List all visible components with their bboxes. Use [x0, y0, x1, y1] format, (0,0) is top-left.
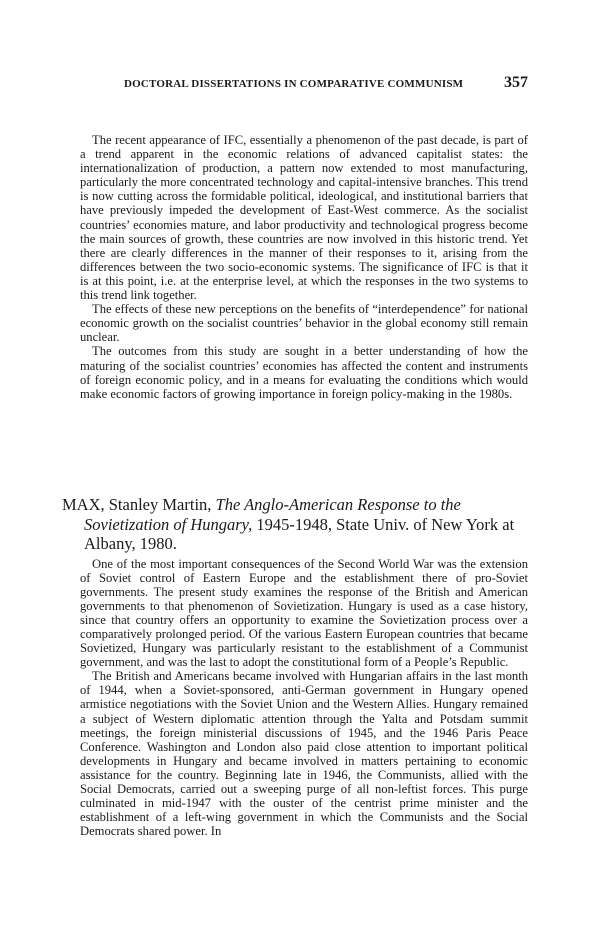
- paragraph: One of the most important consequences of the Second World War was the extension of Soviet control of Eastern Europe and the establishment there of pro-Soviet governments. The present study examines the response of the British and American governments to that phenomenon of Sovietization. Hungary is used as a case history, since that country offers an opportunity to examine the Sovietization process over a comparatively prolonged period. Of the various Eastern European countries that became Sovietized, Hungary was particularly resistant to the establishment of a Communist government, and was the last to adopt the constitutional form of a People’s Republic.: [80, 556, 528, 670]
- paragraph: The British and Americans became involved with Hungarian affairs in the last month of 1944, when a Soviet-sponsored, anti-German government in Hungary opened armistice negotiations with the Soviet Union and the Western Allies. Hungary remained a subject of Western diplomatic attention through the Yalta and Potsdam summit meetings, the foreign ministerial discussions of 1945, and the 1946 Paris Peace Conference. Washington and London also paid close attention to important political developments in Hungary and became involved in matters pertaining to economic assistance for the country. Beginning late in 1946, the Communists, allied with the Social Democrats, carried out a sweeping purge of all non-leftist forces. This purge culminated in mid-1947 with the ouster of the centrist prime minister and the establishment of a left-wing government in which the Communists and the Social Democrats shared power. In: [80, 669, 528, 839]
- paragraph: The outcomes from this study are sought in a better understanding of how the maturing of the socialist countries’ economies has affected the content and instruments of foreign economic policy, and in a means for evaluating the conditions which would make economic factors of growing importance in foreign policy-making in the 1980s.: [80, 344, 528, 401]
- page-number: 357: [504, 74, 528, 91]
- page-header: [80, 74, 528, 92]
- dissertation-entry: [62, 495, 529, 838]
- paragraph: The effects of these new perceptions on the benefits of “interdependence” for national economic growth on the socialist countries’ behavior in the global economy still remain unclear.: [80, 302, 528, 345]
- entry-title: The Anglo-American Response to the Sovietization of Hungary,: [84, 495, 461, 534]
- previous-abstract-continued: [80, 133, 528, 401]
- entry-abstract: [80, 557, 528, 839]
- entry-heading: [62, 495, 529, 554]
- running-head: DOCTORAL DISSERTATIONS IN COMPARATIVE COMMUNISM: [124, 78, 464, 90]
- paragraph: The recent appearance of IFC, essentially a phenomenon of the past decade, is part of a trend apparent in the economic relations of advanced capitalist states: the internationalization of production, a pattern now extended to most manufacturing, particularly the more concentrated technology and capital-intensive branches. This trend is now cutting across the formidable political, ideological, and institutional barriers that have previously impeded the development of East-West commerce. As the socialist countries’ economies mature, and labor productivity and technological progress become the main sources of growth, these countries are now involved in this historic trend. Yet there are clearly differences in the manner of their responses to it, arising from the differences between the two socio-economic systems. The significance of IFC is that it is at this point, i.e. at the enterprise level, at which the responses in the two systems to this trend link together.: [80, 133, 528, 303]
- entry-author: MAX, Stanley Martin,: [62, 495, 212, 514]
- entry-details: 1945-1948, State Univ. of New York at Albany, 1980.: [84, 514, 515, 553]
